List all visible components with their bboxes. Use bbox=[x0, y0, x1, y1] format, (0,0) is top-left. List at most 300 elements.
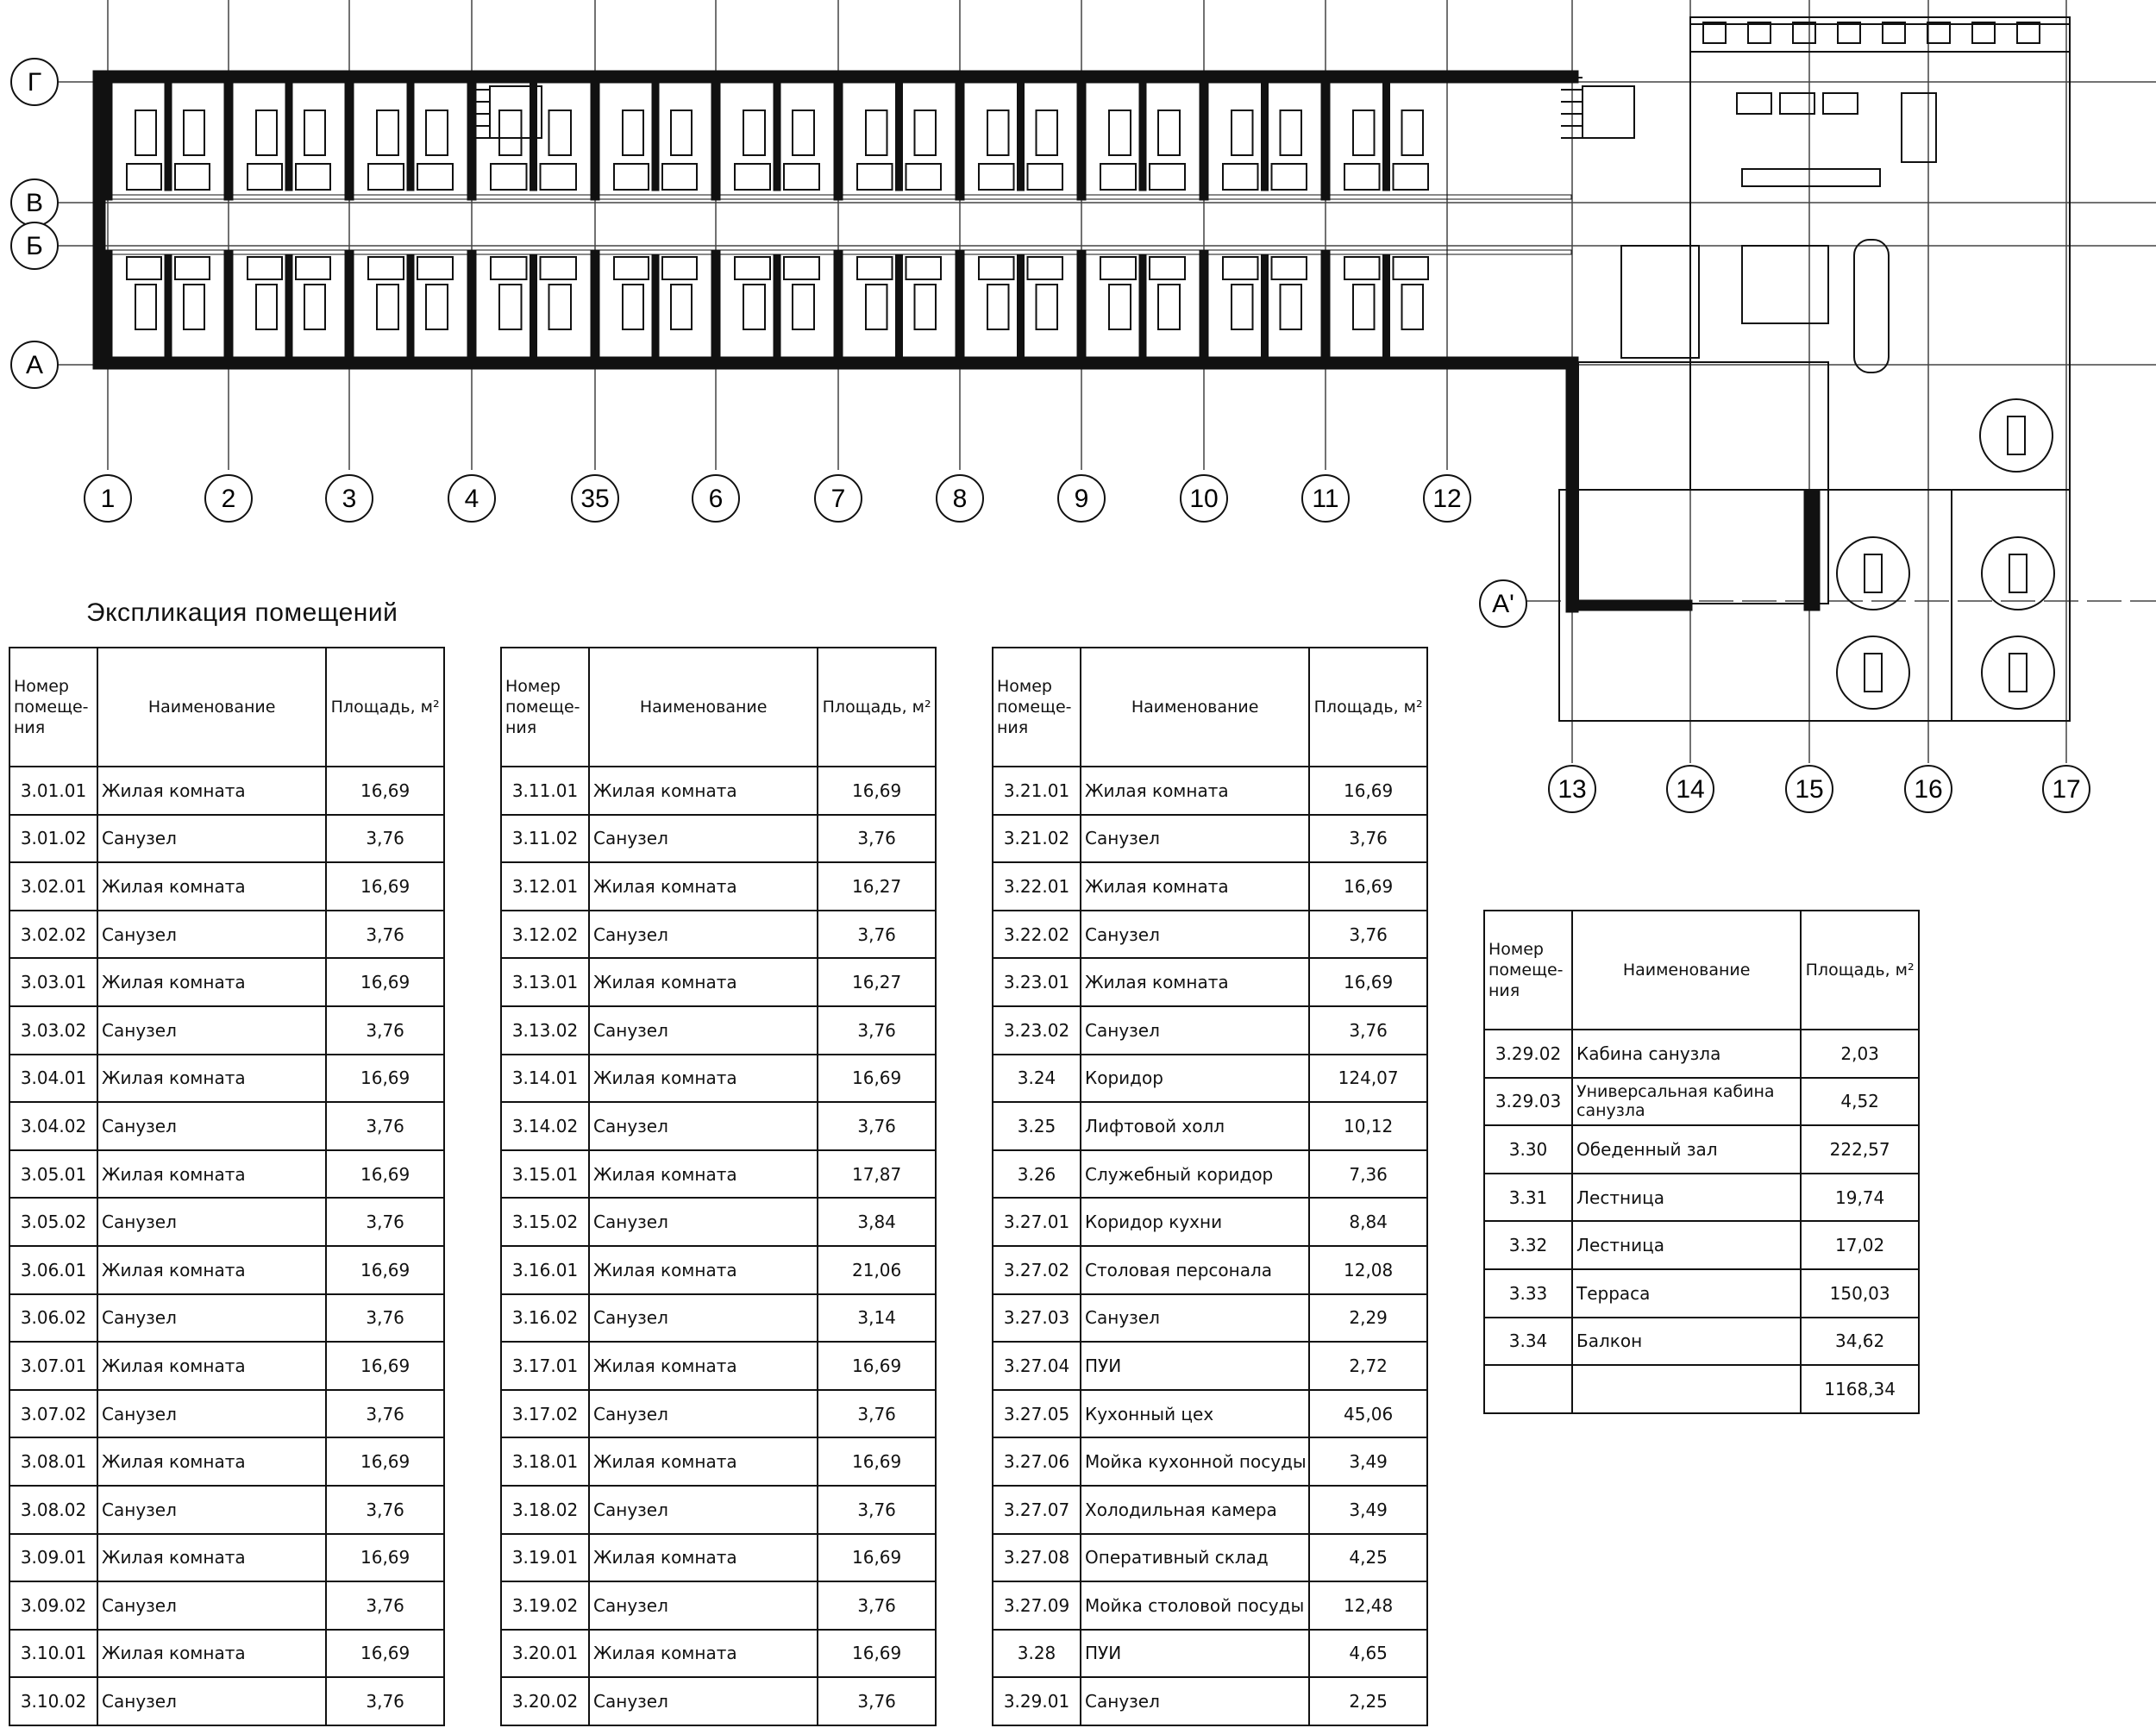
bed bbox=[623, 110, 643, 155]
room-name: Жилая комната bbox=[1081, 767, 1309, 815]
table-row bbox=[993, 1437, 1427, 1486]
room-name: Санузел bbox=[589, 1677, 818, 1725]
axis-label: А bbox=[25, 351, 44, 379]
bathroom bbox=[1100, 164, 1136, 190]
bed bbox=[623, 285, 643, 329]
header-area: Площадь, м² bbox=[326, 648, 444, 767]
round-table bbox=[1982, 636, 2054, 709]
row-marker bbox=[1480, 580, 1526, 627]
table-row bbox=[993, 815, 1427, 863]
table-row bbox=[9, 1246, 444, 1294]
room-name: Санузел bbox=[97, 1581, 326, 1630]
bed bbox=[1232, 110, 1253, 155]
room-name: Санузел bbox=[589, 1581, 818, 1630]
bathroom bbox=[857, 257, 893, 279]
room-number: 3.22.02 bbox=[993, 911, 1081, 959]
table-row bbox=[9, 1198, 444, 1246]
room-area: 16,69 bbox=[326, 1246, 444, 1294]
table-header-row bbox=[993, 648, 1427, 767]
bathroom bbox=[857, 164, 893, 190]
table-header-row bbox=[9, 648, 444, 767]
room-number: 3.27.04 bbox=[993, 1342, 1081, 1390]
room-area: 2,29 bbox=[1309, 1294, 1427, 1343]
room-area: 4,25 bbox=[1309, 1534, 1427, 1582]
table-row bbox=[9, 1342, 444, 1390]
room-number: 3.12.02 bbox=[501, 911, 589, 959]
room-name: Жилая комната bbox=[589, 1630, 818, 1678]
room-area: 19,74 bbox=[1801, 1174, 1919, 1222]
bathroom bbox=[1394, 257, 1429, 279]
bed bbox=[1281, 285, 1302, 329]
partition-wall bbox=[1383, 83, 1390, 191]
partition-wall bbox=[652, 83, 659, 191]
room-number: 3.29.02 bbox=[1484, 1030, 1572, 1078]
partition-wall bbox=[530, 254, 537, 358]
room-area: 16,69 bbox=[1309, 862, 1427, 911]
bed bbox=[1281, 110, 1302, 155]
partition-wall bbox=[1321, 250, 1330, 369]
explication-table-4 bbox=[1483, 910, 1920, 1414]
room-name: Санузел bbox=[97, 1006, 326, 1055]
bed bbox=[426, 110, 448, 155]
room-number: 3.14.01 bbox=[501, 1055, 589, 1103]
room-name: Санузел bbox=[97, 1102, 326, 1150]
room-name: Санузел bbox=[589, 1006, 818, 1055]
balcony-chair bbox=[2017, 22, 2040, 43]
room-name: Жилая комната bbox=[589, 1437, 818, 1486]
bathroom bbox=[784, 257, 819, 279]
room-name: Служебный коридор bbox=[1081, 1150, 1309, 1199]
table-row bbox=[993, 958, 1427, 1006]
room-area: 3,76 bbox=[326, 1102, 444, 1150]
room-name: Универсальная кабина санузла bbox=[1572, 1078, 1801, 1126]
room-name: Санузел bbox=[589, 1390, 818, 1438]
bed bbox=[743, 285, 765, 329]
axis-label: 14 bbox=[1676, 775, 1705, 804]
room-number: 3.02.02 bbox=[9, 911, 97, 959]
room-area: 17,02 bbox=[1801, 1221, 1919, 1269]
table-top bbox=[2008, 416, 2025, 454]
room-number: 3.32 bbox=[1484, 1221, 1572, 1269]
header-area: Площадь, м² bbox=[1309, 648, 1427, 767]
round-table bbox=[1837, 537, 1909, 610]
header-number: Номер помеще-ния bbox=[1484, 911, 1572, 1030]
bathroom bbox=[417, 257, 453, 279]
room-number: 3.16.02 bbox=[501, 1294, 589, 1343]
table-row bbox=[993, 1630, 1427, 1678]
room-area: 3,76 bbox=[818, 1102, 936, 1150]
room-area: 16,69 bbox=[818, 1055, 936, 1103]
partition-wall bbox=[407, 254, 414, 358]
bed bbox=[135, 110, 156, 155]
axis-label: 2 bbox=[221, 485, 236, 513]
room-number: 3.18.02 bbox=[501, 1486, 589, 1534]
room-number: 3.07.02 bbox=[9, 1390, 97, 1438]
axis-marker-1 bbox=[85, 475, 131, 522]
table-row bbox=[9, 1581, 444, 1630]
bathroom bbox=[1394, 164, 1429, 190]
room-number: 3.33 bbox=[1484, 1269, 1572, 1318]
table-row bbox=[9, 1294, 444, 1343]
room-area: 3,76 bbox=[326, 1486, 444, 1534]
room-area: 150,03 bbox=[1801, 1269, 1919, 1318]
room-number: 3.13.01 bbox=[501, 958, 589, 1006]
table-row bbox=[993, 1294, 1427, 1343]
room-number: 3.19.01 bbox=[501, 1534, 589, 1582]
table-row bbox=[501, 1150, 936, 1199]
table-row bbox=[501, 958, 936, 1006]
room-number: 3.11.01 bbox=[501, 767, 589, 815]
table-row bbox=[501, 862, 936, 911]
partition-wall bbox=[834, 71, 843, 200]
axis-label: 3 bbox=[342, 485, 357, 513]
kitchen bbox=[1578, 362, 1828, 604]
room-area: 16,69 bbox=[818, 1630, 936, 1678]
room-name: Жилая комната bbox=[97, 958, 326, 1006]
axis-marker-12 bbox=[1424, 475, 1470, 522]
partition-wall bbox=[285, 254, 292, 358]
table-row bbox=[993, 1581, 1427, 1630]
room-area: 16,69 bbox=[326, 767, 444, 815]
table-row bbox=[9, 1055, 444, 1103]
bed bbox=[1037, 285, 1058, 329]
explication-table-2 bbox=[500, 647, 937, 1726]
room-number: 3.18.01 bbox=[501, 1437, 589, 1486]
table-header-row bbox=[501, 648, 936, 767]
room-number: 3.25 bbox=[993, 1102, 1081, 1150]
bathroom bbox=[1028, 257, 1063, 279]
balcony-chair bbox=[1883, 22, 1905, 43]
explication-table-3 bbox=[992, 647, 1428, 1726]
table-row bbox=[993, 862, 1427, 911]
table-row bbox=[993, 1102, 1427, 1150]
room-area: 3,76 bbox=[818, 1390, 936, 1438]
balcony-chair bbox=[1838, 22, 1860, 43]
axis-label: 16 bbox=[1914, 775, 1943, 804]
axis-label: А' bbox=[1492, 590, 1514, 618]
table-row bbox=[501, 1055, 936, 1103]
partition-wall bbox=[407, 83, 414, 191]
room-area: 4,65 bbox=[1309, 1630, 1427, 1678]
partition-wall bbox=[1200, 250, 1208, 369]
partition-wall bbox=[591, 71, 599, 200]
room-area: 3,76 bbox=[326, 1294, 444, 1343]
room-area: 3,76 bbox=[326, 1390, 444, 1438]
axis-label: 6 bbox=[708, 485, 724, 513]
table-row bbox=[9, 911, 444, 959]
bathroom bbox=[1150, 257, 1185, 279]
room-area: 12,08 bbox=[1309, 1246, 1427, 1294]
room-area: 2,72 bbox=[1309, 1342, 1427, 1390]
bar-counter bbox=[1742, 169, 1880, 186]
row-marker bbox=[11, 341, 58, 388]
room-area: 124,07 bbox=[1309, 1055, 1427, 1103]
partition-wall bbox=[1262, 254, 1269, 358]
table-row bbox=[993, 1198, 1427, 1246]
bed bbox=[866, 285, 887, 329]
room-name: Санузел bbox=[1081, 1294, 1309, 1343]
partition-wall bbox=[224, 250, 233, 369]
room-name: Жилая комната bbox=[97, 862, 326, 911]
bathroom bbox=[491, 257, 527, 279]
room-area: 3,76 bbox=[326, 1198, 444, 1246]
table-row bbox=[501, 1390, 936, 1438]
room-area: 16,69 bbox=[818, 1342, 936, 1390]
room-number: 3.06.02 bbox=[9, 1294, 97, 1343]
bed bbox=[987, 110, 1009, 155]
room-name: Санузел bbox=[1081, 1677, 1309, 1725]
partition-wall bbox=[1018, 83, 1025, 191]
room-name: Жилая комната bbox=[97, 767, 326, 815]
room-name: Санузел bbox=[97, 1294, 326, 1343]
axis-marker-3 bbox=[326, 475, 373, 522]
table-row bbox=[9, 767, 444, 815]
table-top bbox=[1865, 654, 1882, 692]
bathroom bbox=[1272, 257, 1307, 279]
bathroom bbox=[1100, 257, 1136, 279]
bed bbox=[256, 285, 277, 329]
room-area: 3,76 bbox=[326, 911, 444, 959]
room-area: 16,69 bbox=[326, 1055, 444, 1103]
bed bbox=[671, 285, 692, 329]
bed bbox=[549, 285, 572, 329]
partition-wall bbox=[285, 83, 292, 191]
table-row bbox=[501, 1437, 936, 1486]
table-row bbox=[1484, 1365, 1919, 1413]
room-name: Кухонный цех bbox=[1081, 1390, 1309, 1438]
room-number: 3.27.07 bbox=[993, 1486, 1081, 1534]
table-top bbox=[2009, 554, 2027, 592]
room-area: 3,76 bbox=[1309, 815, 1427, 863]
room-area: 3,76 bbox=[1309, 1006, 1427, 1055]
axis-marker-9 bbox=[1058, 475, 1105, 522]
room-name: Жилая комната bbox=[97, 1342, 326, 1390]
room-name: Терраса bbox=[1572, 1269, 1801, 1318]
bed bbox=[866, 110, 887, 155]
room-name: Обеденный зал bbox=[1572, 1125, 1801, 1174]
room-number: 3.27.08 bbox=[993, 1534, 1081, 1582]
partition-wall bbox=[530, 83, 537, 191]
axis-label: Г bbox=[27, 68, 42, 97]
bathroom bbox=[417, 164, 453, 190]
table-row bbox=[501, 911, 936, 959]
room-number: 3.24 bbox=[993, 1055, 1081, 1103]
header-name: Наименование bbox=[97, 648, 326, 767]
room-name: Жилая комната bbox=[589, 958, 818, 1006]
partition-wall bbox=[956, 250, 964, 369]
room-number: 3.27.01 bbox=[993, 1198, 1081, 1246]
room-number: 3.27.05 bbox=[993, 1390, 1081, 1438]
table-row bbox=[1484, 1174, 1919, 1222]
room-number: 3.14.02 bbox=[501, 1102, 589, 1150]
room-area: 3,14 bbox=[818, 1294, 936, 1343]
room-area: 45,06 bbox=[1309, 1390, 1427, 1438]
bed bbox=[1109, 110, 1131, 155]
room-name: Санузел bbox=[589, 1486, 818, 1534]
room-area: 3,49 bbox=[1309, 1486, 1427, 1534]
bathroom bbox=[127, 257, 161, 279]
room-number: 3.21.01 bbox=[993, 767, 1081, 815]
room-name: Жилая комната bbox=[589, 767, 818, 815]
room-name: Жилая комната bbox=[97, 1630, 326, 1678]
bed bbox=[1402, 285, 1424, 329]
balcony-chair bbox=[1748, 22, 1771, 43]
room-number: 3.10.01 bbox=[9, 1630, 97, 1678]
room-name: Балкон bbox=[1572, 1318, 1801, 1366]
room-name: Столовая персонала bbox=[1081, 1246, 1309, 1294]
bathroom bbox=[368, 164, 404, 190]
bathroom bbox=[614, 257, 649, 279]
bathroom bbox=[1272, 164, 1307, 190]
bathroom bbox=[662, 257, 697, 279]
room-area: 3,49 bbox=[1309, 1437, 1427, 1486]
partition-wall bbox=[224, 71, 233, 200]
bathroom bbox=[614, 164, 649, 190]
bed bbox=[1109, 285, 1131, 329]
axis-marker-13 bbox=[1549, 766, 1595, 812]
walls bbox=[93, 71, 1820, 612]
partition-wall bbox=[1139, 83, 1146, 191]
room-name: Санузел bbox=[589, 815, 818, 863]
table-row bbox=[993, 1342, 1427, 1390]
axis-marker-35 bbox=[572, 475, 618, 522]
room-area: 10,12 bbox=[1309, 1102, 1427, 1150]
room-area: 16,69 bbox=[1309, 767, 1427, 815]
room-name: Лестница bbox=[1572, 1174, 1801, 1222]
room-number: 3.03.02 bbox=[9, 1006, 97, 1055]
bed bbox=[987, 285, 1009, 329]
buffet-island bbox=[1854, 240, 1889, 373]
axis-label: 10 bbox=[1189, 485, 1219, 513]
bathroom bbox=[127, 164, 161, 190]
room-name: Санузел bbox=[97, 1677, 326, 1725]
room-name: Жилая комната bbox=[1081, 862, 1309, 911]
table-row bbox=[9, 1437, 444, 1486]
room-area: 34,62 bbox=[1801, 1318, 1919, 1366]
room-area: 3,76 bbox=[326, 1581, 444, 1630]
room-name: Санузел bbox=[1081, 1006, 1309, 1055]
partition-wall bbox=[956, 71, 964, 200]
room-name: Оперативный склад bbox=[1081, 1534, 1309, 1582]
room-number: 3.01.01 bbox=[9, 767, 97, 815]
bathroom bbox=[296, 164, 330, 190]
room-area: 16,69 bbox=[326, 1630, 444, 1678]
room-name: Санузел bbox=[589, 911, 818, 959]
table-row bbox=[993, 1150, 1427, 1199]
bed bbox=[184, 285, 204, 329]
header-name: Наименование bbox=[1572, 911, 1801, 1030]
service-east-wall bbox=[1804, 490, 1820, 610]
table-row bbox=[9, 1150, 444, 1199]
room-area: 16,69 bbox=[818, 1534, 936, 1582]
bathroom bbox=[541, 164, 577, 190]
room-name: ПУИ bbox=[1081, 1342, 1309, 1390]
partition-wall bbox=[774, 254, 780, 358]
room-number: 3.17.01 bbox=[501, 1342, 589, 1390]
room-area: 222,57 bbox=[1801, 1125, 1919, 1174]
header-name: Наименование bbox=[589, 648, 818, 767]
table-row bbox=[501, 1198, 936, 1246]
table-top bbox=[2009, 654, 2027, 692]
room-name: Коридор bbox=[1081, 1055, 1309, 1103]
row-marker bbox=[11, 222, 58, 269]
room-number: 3.22.01 bbox=[993, 862, 1081, 911]
room-area: 3,76 bbox=[1309, 911, 1427, 959]
service-south-wall bbox=[1566, 600, 1692, 610]
room-area: 16,69 bbox=[326, 958, 444, 1006]
room-number: 3.05.01 bbox=[9, 1150, 97, 1199]
room-number: 3.11.02 bbox=[501, 815, 589, 863]
explication-title: Экспликация помещений bbox=[86, 598, 398, 627]
cafe-table bbox=[1823, 93, 1858, 114]
table-row bbox=[993, 1006, 1427, 1055]
bathroom bbox=[248, 257, 282, 279]
row-marker bbox=[11, 179, 58, 226]
balcony-chair bbox=[1793, 22, 1815, 43]
room-area: 3,76 bbox=[818, 1581, 936, 1630]
bed bbox=[1158, 285, 1180, 329]
bed bbox=[499, 285, 522, 329]
bathroom bbox=[979, 257, 1014, 279]
bed bbox=[184, 110, 204, 155]
room-name: Мойка столовой посуды bbox=[1081, 1581, 1309, 1630]
room-name: ПУИ bbox=[1081, 1630, 1309, 1678]
room-name: Санузел bbox=[97, 1486, 326, 1534]
header-area: Площадь, м² bbox=[818, 648, 936, 767]
bathroom bbox=[735, 257, 770, 279]
bed bbox=[1158, 110, 1180, 155]
room-number: 3.31 bbox=[1484, 1174, 1572, 1222]
bathroom bbox=[784, 164, 819, 190]
room-number: 3.13.02 bbox=[501, 1006, 589, 1055]
balcony-chair bbox=[1927, 22, 1950, 43]
table-row bbox=[993, 1390, 1427, 1438]
room-name: Лифтовой холл bbox=[1081, 1102, 1309, 1150]
partition-wall bbox=[774, 83, 780, 191]
room-area: 16,69 bbox=[818, 1437, 936, 1486]
table-row bbox=[501, 1486, 936, 1534]
room-area: 16,69 bbox=[326, 1437, 444, 1486]
axis-marker-16 bbox=[1905, 766, 1952, 812]
axis-marker-15 bbox=[1786, 766, 1833, 812]
room-name: Коридор кухни bbox=[1081, 1198, 1309, 1246]
table-row bbox=[1484, 1269, 1919, 1318]
room-area: 8,84 bbox=[1309, 1198, 1427, 1246]
table-row bbox=[993, 1246, 1427, 1294]
bathroom bbox=[491, 164, 527, 190]
axis-marker-17 bbox=[2043, 766, 2090, 812]
axis-label: 9 bbox=[1074, 485, 1089, 513]
room-number: 3.01.02 bbox=[9, 815, 97, 863]
table-row bbox=[501, 1677, 936, 1725]
room-number: 3.19.02 bbox=[501, 1581, 589, 1630]
room-area: 1168,34 bbox=[1801, 1365, 1919, 1413]
room-number: 3.02.01 bbox=[9, 862, 97, 911]
partition-wall bbox=[652, 254, 659, 358]
cafe-table bbox=[1737, 93, 1771, 114]
partition-wall bbox=[711, 71, 720, 200]
bathroom bbox=[979, 164, 1014, 190]
bed bbox=[1232, 285, 1253, 329]
axis-marker-4 bbox=[448, 475, 495, 522]
partition-wall bbox=[896, 254, 903, 358]
partition-wall bbox=[1383, 254, 1390, 358]
table-header-row bbox=[1484, 911, 1919, 1030]
axis-label: 8 bbox=[952, 485, 968, 513]
room-area: 7,36 bbox=[1309, 1150, 1427, 1199]
room-name bbox=[1572, 1365, 1801, 1413]
bathroom bbox=[175, 164, 210, 190]
